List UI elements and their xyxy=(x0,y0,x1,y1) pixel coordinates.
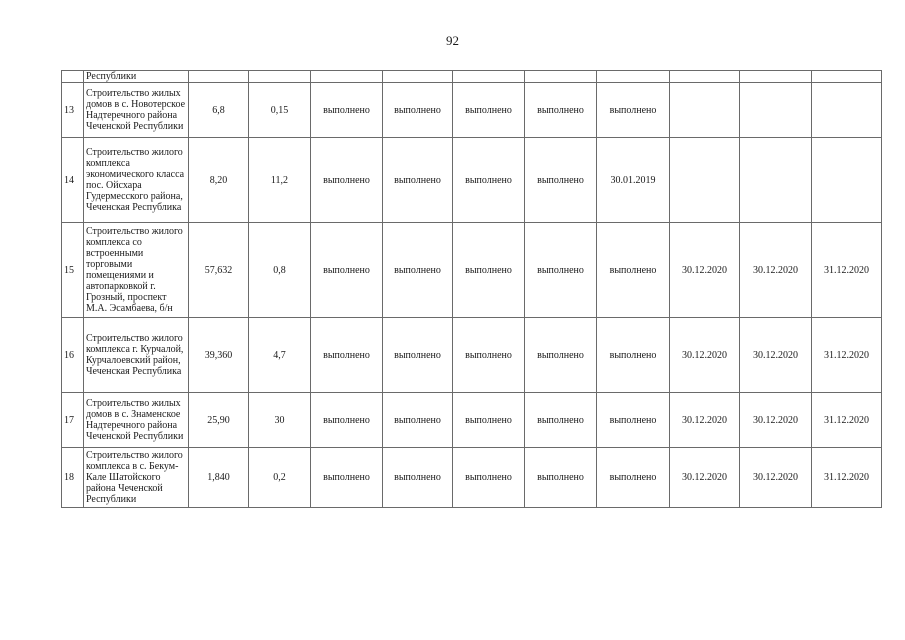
cell-s3: выполнено xyxy=(453,223,525,318)
cell-s1: выполнено xyxy=(311,83,383,138)
cell-s3: выполнено xyxy=(453,318,525,393)
cell-d2: 30.12.2020 xyxy=(740,393,812,448)
continuation-row xyxy=(62,71,882,83)
cell-s2: выполнено xyxy=(383,393,453,448)
cell-s1: выполнено xyxy=(311,138,383,223)
table-row xyxy=(62,393,882,448)
cell-d3: 31.12.2020 xyxy=(812,393,882,448)
cell-d1: 30.12.2020 xyxy=(670,448,740,508)
table-row xyxy=(62,448,882,508)
cell-s4: выполнено xyxy=(525,393,597,448)
cell-v2: 0,2 xyxy=(249,448,311,508)
cell-s4: выполнено xyxy=(525,318,597,393)
cell-d3 xyxy=(812,83,882,138)
cell-v1: 57,632 xyxy=(189,223,249,318)
cell-d2: 30.12.2020 xyxy=(740,223,812,318)
cell-num xyxy=(62,71,84,83)
cell-s5: 30.01.2019 xyxy=(597,138,670,223)
cell-s4: выполнено xyxy=(525,448,597,508)
cell-d2: 30.12.2020 xyxy=(740,448,812,508)
table-row xyxy=(62,223,882,318)
table-row xyxy=(62,138,882,223)
cell-s2: выполнено xyxy=(383,223,453,318)
cell-s1: выполнено xyxy=(311,223,383,318)
cell-d1: 30.12.2020 xyxy=(670,393,740,448)
cell-s2: выполнено xyxy=(383,138,453,223)
cell-d1: 30.12.2020 xyxy=(670,318,740,393)
cell-s3: выполнено xyxy=(453,83,525,138)
cell-s1: выполнено xyxy=(311,318,383,393)
cell-s5: выполнено xyxy=(597,393,670,448)
cell-v1: 25,90 xyxy=(189,393,249,448)
cell-name: Республики xyxy=(84,71,189,83)
cell-d2 xyxy=(740,138,812,223)
cell-d3: 31.12.2020 xyxy=(812,448,882,508)
cell-d2 xyxy=(740,83,812,138)
cell-num: 17 xyxy=(62,393,84,448)
cell-v1: 6,8 xyxy=(189,83,249,138)
cell-name: Строительство жилого комплекса со встроенными торговыми помещениями и автопарковкой г. Грозный, проспект М.А. Эсамбаева, б/н xyxy=(84,223,189,318)
cell-v1: 39,360 xyxy=(189,318,249,393)
cell-num: 15 xyxy=(62,223,84,318)
cell-s4: выполнено xyxy=(525,138,597,223)
cell-d3: 31.12.2020 xyxy=(812,318,882,393)
cell-name: Строительство жилых домов в с. Знаменское Надтеречного района Чеченской Республики xyxy=(84,393,189,448)
cell-s4: выполнено xyxy=(525,83,597,138)
cell-v2: 4,7 xyxy=(249,318,311,393)
cell-d2: 30.12.2020 xyxy=(740,318,812,393)
cell-name: Строительство жилого комплекса в с. Бекум-Кале Шатойского района Чеченской Республики xyxy=(84,448,189,508)
cell-v2: 11,2 xyxy=(249,138,311,223)
cell-s5: выполнено xyxy=(597,448,670,508)
page-number: 92 xyxy=(446,33,459,48)
cell-s3: выполнено xyxy=(453,393,525,448)
cell-s5: выполнено xyxy=(597,318,670,393)
cell-s3: выполнено xyxy=(453,138,525,223)
table-row xyxy=(62,318,882,393)
cell-v2: 30 xyxy=(249,393,311,448)
cell-d1: 30.12.2020 xyxy=(670,223,740,318)
cell-v2: 0,15 xyxy=(249,83,311,138)
cell-s5: выполнено xyxy=(597,83,670,138)
cell-d1 xyxy=(670,83,740,138)
cell-d1 xyxy=(670,138,740,223)
cell-s2: выполнено xyxy=(383,318,453,393)
cell-s4: выполнено xyxy=(525,223,597,318)
cell-d3 xyxy=(812,138,882,223)
cell-num: 13 xyxy=(62,83,84,138)
cell-d3: 31.12.2020 xyxy=(812,223,882,318)
cell-v2: 0,8 xyxy=(249,223,311,318)
cell-v1: 1,840 xyxy=(189,448,249,508)
table-row xyxy=(62,83,882,138)
cell-num: 18 xyxy=(62,448,84,508)
cell-name: Строительство жилого комплекса г. Курчалой, Курчалоевский район, Чеченская Республика xyxy=(84,318,189,393)
cell-s1: выполнено xyxy=(311,448,383,508)
cell-num: 16 xyxy=(62,318,84,393)
cell-name: Строительство жилого комплекса экономического класса пос. Ойсхара Гудермесского района, Чеченская Республика xyxy=(84,138,189,223)
cell-v1: 8,20 xyxy=(189,138,249,223)
cell-s3: выполнено xyxy=(453,448,525,508)
cell-s5: выполнено xyxy=(597,223,670,318)
cell-s2: выполнено xyxy=(383,83,453,138)
cell-s2: выполнено xyxy=(383,448,453,508)
cell-num: 14 xyxy=(62,138,84,223)
projects-table xyxy=(61,70,882,508)
cell-s1: выполнено xyxy=(311,393,383,448)
cell-name: Строительство жилых домов в с. Новотерское Надтеречного района Чеченской Республики xyxy=(84,83,189,138)
